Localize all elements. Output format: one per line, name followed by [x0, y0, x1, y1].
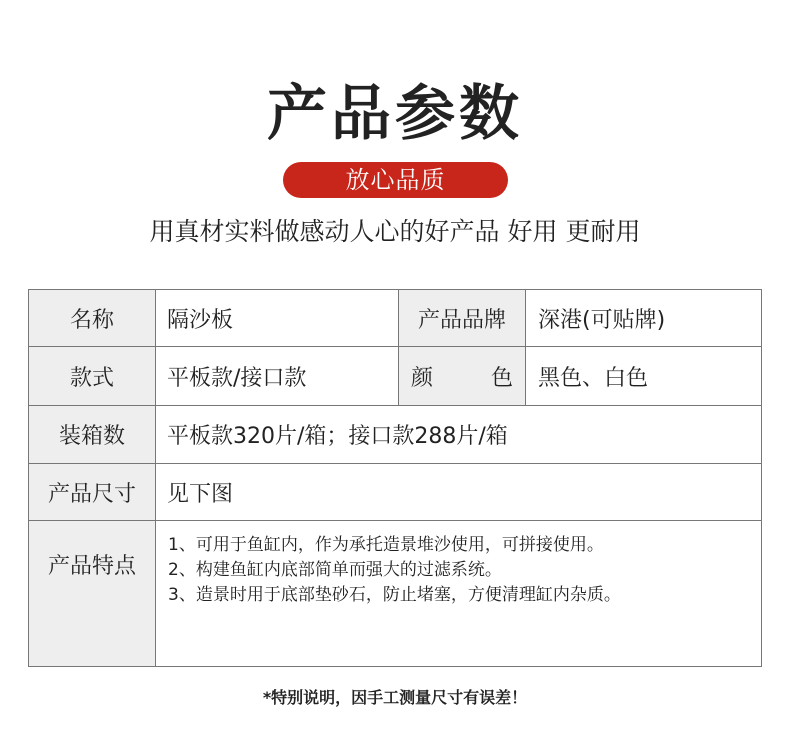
page-title: 产品参数 [267, 79, 523, 149]
color-label [399, 347, 526, 406]
feature-item-3: 3、造景时用于底部垫砂石，防止堵塞，方便清理缸内杂质。 [168, 585, 621, 605]
brand-label: 产品品牌 [399, 290, 526, 347]
size-value: 见下图 [156, 464, 762, 521]
color-label-second: 色 [490, 365, 513, 391]
feature-item-1: 1、可用于鱼缸内，作为承托造景堆沙使用，可拼接使用。 [168, 535, 604, 555]
features-value [156, 521, 762, 667]
features-label: 产品特点 [29, 521, 156, 667]
color-label-first: 颜 [411, 365, 434, 391]
slogan: 用真材实料做感动人心的好产品 好用 更耐用 [149, 217, 641, 246]
size-label: 产品尺寸 [29, 464, 156, 521]
spec-table [28, 289, 762, 667]
table-row [29, 464, 762, 521]
style-label: 款式 [29, 347, 156, 406]
style-value: 平板款/接口款 [156, 347, 399, 406]
feature-item-2: 2、构建鱼缸内底部简单而强大的过滤系统。 [168, 560, 502, 580]
box-count-label: 装箱数 [29, 406, 156, 464]
table-row [29, 290, 762, 347]
table-row [29, 521, 762, 667]
quality-badge: 放心品质 [283, 162, 508, 198]
name-label: 名称 [29, 290, 156, 347]
table-row [29, 347, 762, 406]
name-value: 隔沙板 [156, 290, 399, 347]
measurement-note: *特别说明，因手工测量尺寸有误差！ [262, 688, 528, 707]
brand-value: 深港(可贴牌) [526, 290, 762, 347]
table-row [29, 406, 762, 464]
box-count-value: 平板款320片/箱；接口款288片/箱 [156, 406, 762, 464]
color-value: 黑色、白色 [526, 347, 762, 406]
